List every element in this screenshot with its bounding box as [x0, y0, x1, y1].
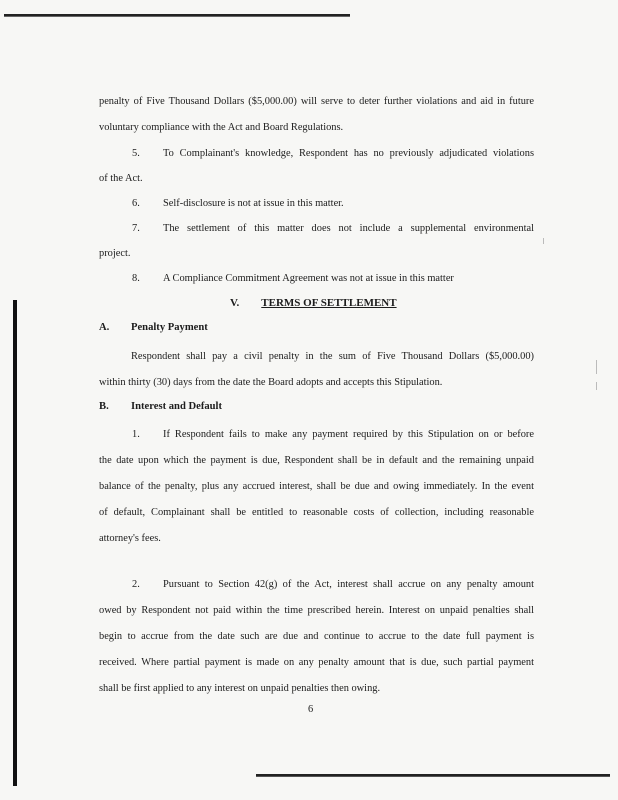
text-line: owed by Respondent not paid within the time prescribed herein. Interest on unpaid penalties shall: [99, 605, 534, 616]
subsection-letter: B.: [99, 401, 109, 412]
page-number: 6: [308, 704, 314, 715]
text-line: If Respondent fails to make any payment required by this Stipulation on or before: [163, 429, 534, 440]
text-line: Pursuant to Section 42(g) of the Act, interest shall accrue on any penalty amount: [163, 579, 534, 590]
text-line: Respondent shall pay a civil penalty in the sum of Five Thousand Dollars ($5,000.00): [131, 351, 534, 362]
item-number: 1.: [132, 429, 140, 440]
text-line: shall be first applied to any interest on unpaid penalties then owing.: [99, 683, 381, 694]
section-numeral: V.: [230, 297, 240, 309]
text-line: Self-disclosure is not at issue in this matter.: [163, 198, 344, 209]
item-number: 8.: [132, 273, 140, 284]
text-line: begin to accrue from the date such are due and continue to accrue to the date full payment is: [99, 631, 534, 642]
subsection-title: Penalty Payment: [131, 322, 208, 333]
text-line: within thirty (30) days from the date the Board adopts and accepts this Stipulation.: [99, 377, 443, 388]
subsection-letter: A.: [99, 322, 110, 333]
subsection-heading-b: [99, 400, 222, 414]
text-line: To Complainant's knowledge, Respondent has no previously adjudicated violations: [163, 148, 534, 159]
text-line: of the Act.: [99, 173, 143, 184]
text-line: project.: [99, 248, 131, 259]
scan-speck: [596, 382, 597, 390]
item-number: 5.: [132, 148, 140, 159]
text-line: balance of the penalty, plus any accrued interest, shall be due and owing immediately. In the event: [99, 481, 534, 492]
text-line: the date upon which the payment is due, Respondent shall be in default and the remaining unpaid: [99, 455, 534, 466]
text-line: voluntary compliance with the Act and Board Regulations.: [99, 122, 344, 133]
text-line: attorney's fees.: [99, 533, 161, 544]
text-line: received. Where partial payment is made on any penalty amount that is due, such partial payment: [99, 657, 534, 668]
bottom-rule: [256, 774, 610, 777]
subsection-heading-a: [99, 321, 208, 335]
text-line: penalty of Five Thousand Dollars ($5,000.00) will serve to deter further violations and aid in future: [99, 96, 534, 107]
scan-speck: [596, 360, 597, 374]
left-margin-bar: [13, 300, 17, 786]
top-rule: [4, 14, 350, 17]
section-heading: [230, 296, 397, 310]
section-title: TERMS OF SETTLEMENT: [261, 297, 397, 309]
item-number: 6.: [132, 198, 140, 209]
text-line: A Compliance Commitment Agreement was not at issue in this matter: [163, 273, 454, 284]
text-line: of default, Complainant shall be entitled to reasonable costs of collection, including reasonable: [99, 507, 534, 518]
item-number: 2.: [132, 579, 140, 590]
subsection-title: Interest and Default: [131, 401, 223, 412]
item-number: 7.: [132, 223, 140, 234]
scan-speck: [543, 238, 544, 244]
text-line: The settlement of this matter does not include a supplemental environmental: [163, 223, 534, 234]
